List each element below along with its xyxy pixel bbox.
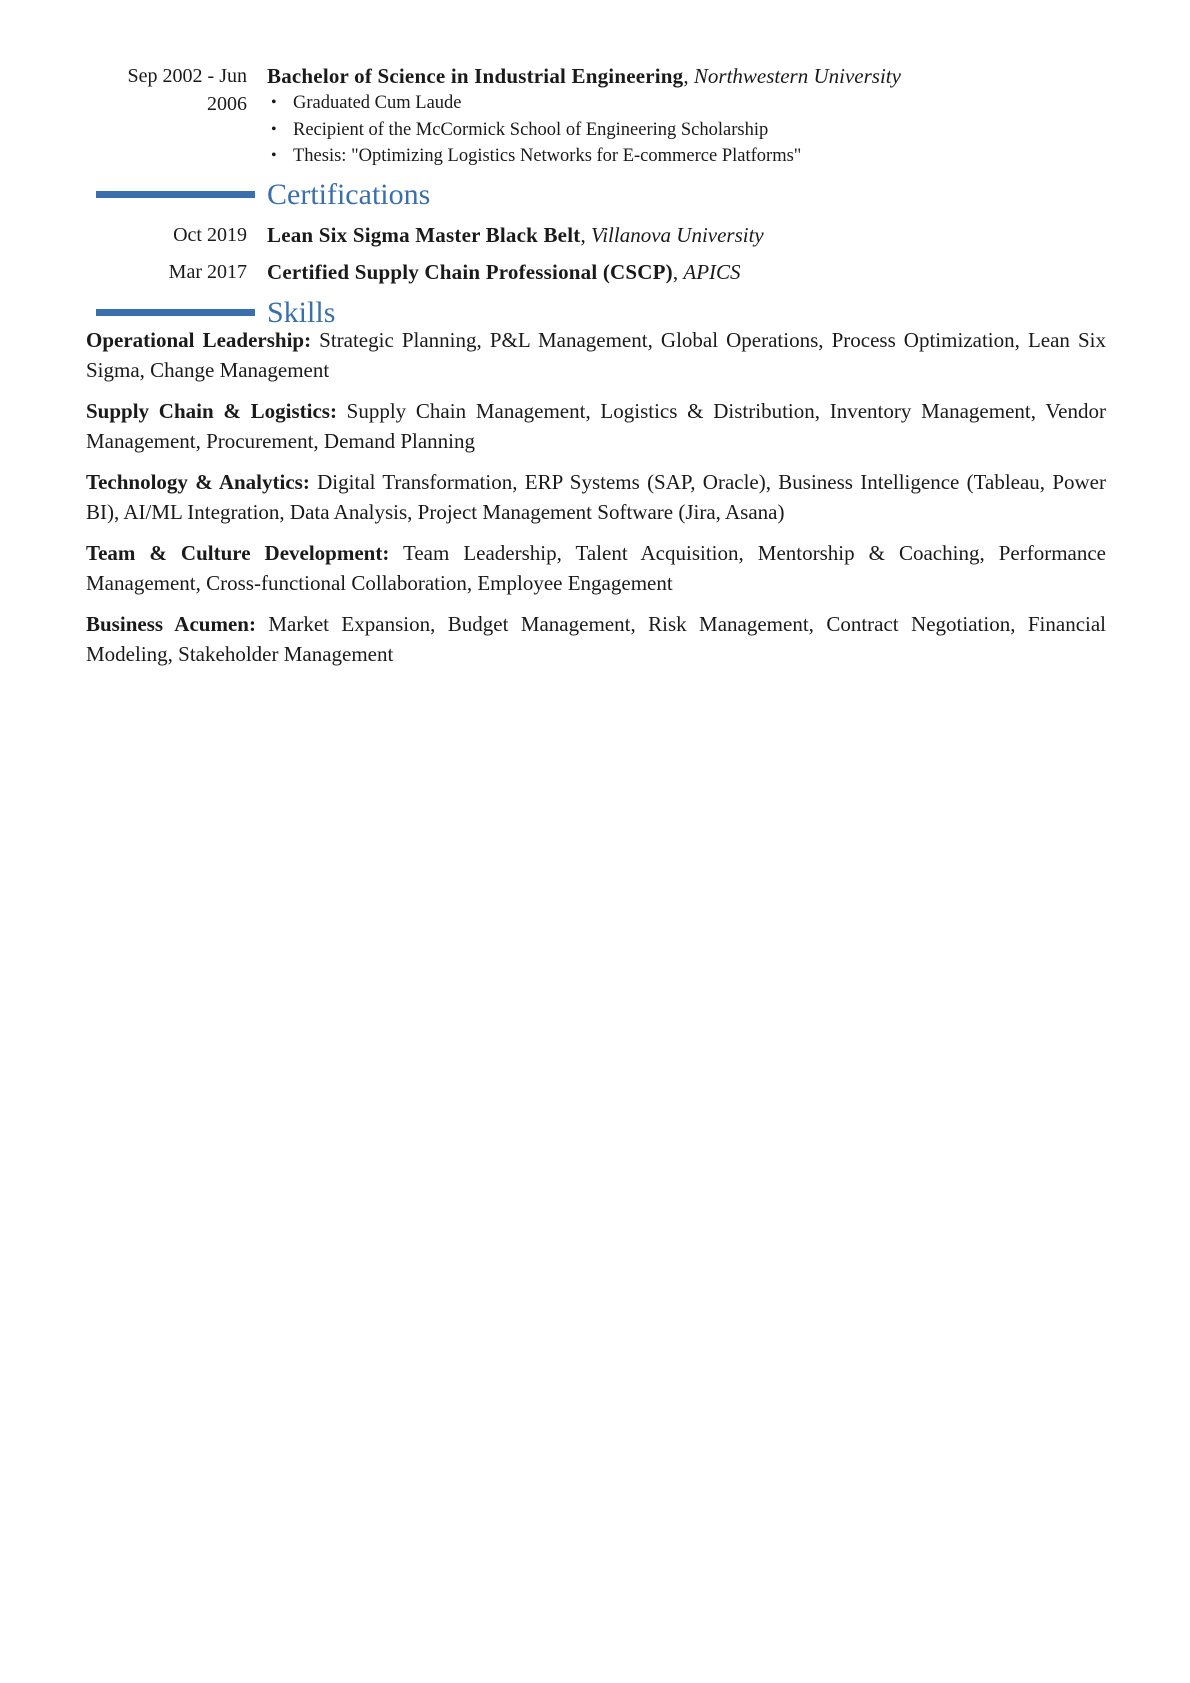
skill-label: Business Acumen: xyxy=(86,612,256,636)
certifications-heading: Certifications xyxy=(267,178,431,211)
certification-content xyxy=(267,258,1127,286)
skill-text: Digital Transformation, ERP Systems (SAP, Oracle), Business Intelligence (Tableau, Power BI), AI/ML Integration, Data Analysis, Project Management Software (Jira, Asana) xyxy=(86,470,1106,524)
list-item: • Thesis: "Optimizing Logistics Networks for E-commerce Platforms" xyxy=(293,143,1127,170)
certifications-rule xyxy=(96,191,255,198)
skill-row xyxy=(86,610,1106,669)
institution-name: Northwestern University xyxy=(693,64,901,88)
skills-list xyxy=(86,326,1106,681)
skill-text: Strategic Planning, P&L Management, Global Operations, Process Optimization, Lean Six Sigma, Change Management xyxy=(86,328,1106,382)
certification-issuer: Villanova University xyxy=(590,223,764,247)
certification-name: Certified Supply Chain Professional (CSCP) xyxy=(267,260,673,284)
skill-label: Technology & Analytics: xyxy=(86,470,310,494)
certification-issuer: APICS xyxy=(683,260,741,284)
certification-date: Mar 2017 xyxy=(168,261,247,283)
skill-label: Team & Culture Development: xyxy=(86,541,390,565)
certification-date: Oct 2019 xyxy=(173,224,247,246)
education-bullets xyxy=(267,90,1127,170)
list-item: • Graduated Cum Laude xyxy=(293,90,1127,117)
degree-separator: , xyxy=(683,64,694,88)
skills-rule xyxy=(96,309,255,316)
skill-text: Team Leadership, Talent Acquisition, Mentorship & Coaching, Performance Management, Cross-functional Collaboration, Employee Engagement xyxy=(86,541,1106,595)
degree-title: Bachelor of Science in Industrial Engineering xyxy=(267,64,684,88)
skill-label: Supply Chain & Logistics: xyxy=(86,399,337,423)
certification-separator: , xyxy=(580,223,591,247)
skill-text: Supply Chain Management, Logistics & Distribution, Inventory Management, Vendor Management, Procurement, Demand Planning xyxy=(86,399,1106,453)
education-heading xyxy=(267,62,1127,90)
certification-separator: , xyxy=(672,260,684,284)
skill-text: Market Expansion, Budget Management, Risk Management, Contract Negotiation, Financial Modeling, Stakeholder Management xyxy=(86,612,1107,666)
skills-heading: Skills xyxy=(267,296,336,329)
skill-row xyxy=(86,397,1106,456)
skill-row xyxy=(86,468,1106,527)
certification-content xyxy=(267,221,1127,249)
education-content xyxy=(267,62,1127,170)
skill-row xyxy=(86,539,1106,598)
skill-label: Operational Leadership: xyxy=(86,328,312,352)
education-date: Sep 2002 - Jun 2006 xyxy=(127,65,247,115)
certification-name: Lean Six Sigma Master Black Belt xyxy=(267,223,581,247)
skill-row xyxy=(86,326,1106,385)
list-item: • Recipient of the McCormick School of Engineering Scholarship xyxy=(293,117,1127,144)
